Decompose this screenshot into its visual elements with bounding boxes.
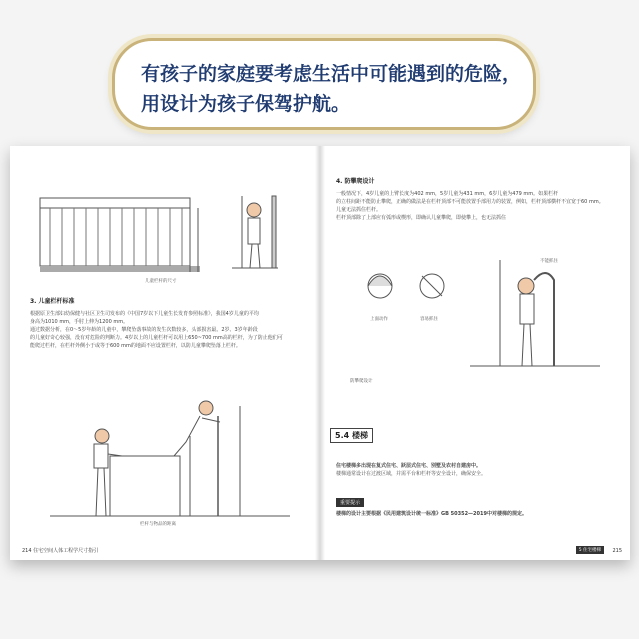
body-line: 栏杆顶部除了上部应有弧形或楔形，即确认儿童攀爬，即使攀上，也无法抓住 bbox=[336, 215, 507, 221]
body-line: 能爬过栏杆，在栏杆外侧小于或等于600 mm的地面不应设置栏杆，以防儿童攀爬坠落上栏杆。 bbox=[30, 343, 241, 349]
headline-banner bbox=[112, 38, 536, 130]
right-body-text bbox=[336, 190, 621, 222]
body-line: 的儿童好奇心较强，没有对危险的判断力。4岁以上的儿童栏杆可以用上650~700 mm高的栏杆，为了防止他们可 bbox=[30, 335, 283, 341]
body-line: 根据原卫生部妇幼保健与社区卫生司发布的《中国7岁以下儿童生长发育参照标准》，我国4岁儿童的平均 bbox=[30, 311, 259, 317]
diagram-label: 容易抓住 bbox=[420, 317, 438, 322]
right-page bbox=[320, 146, 630, 560]
left-body-text bbox=[30, 310, 310, 350]
diagram-label: 上面动作 bbox=[370, 317, 388, 322]
body-line: 一般情况下，4岁儿童的上臂长度为402 mm，5岁儿童为431 mm，6岁儿童为479 mm。如果栏杆 bbox=[336, 191, 559, 197]
book-spine bbox=[315, 146, 325, 560]
figure-caption: 防攀爬设计 bbox=[350, 379, 373, 384]
anti-climb-diagram bbox=[320, 236, 630, 386]
headline-line-1: 有孩子的家庭要考虑生活中可能遇到的危险， bbox=[141, 63, 522, 85]
notice-label: 重要提示 bbox=[336, 498, 364, 507]
body-line: 住宅楼梯多出现在复式住宅、跃层式住宅、别墅及农村自建房中。 bbox=[336, 463, 482, 469]
section-title: 楼梯 bbox=[351, 431, 368, 440]
chapter-tag: 5 住宅楼梯 bbox=[576, 546, 604, 554]
left-page bbox=[10, 146, 320, 560]
figure-1-caption: 儿童栏杆的尺寸 bbox=[145, 279, 177, 284]
section-5-4-box bbox=[330, 428, 373, 443]
railing-diagram bbox=[10, 146, 320, 296]
body-line: 身高为1010 mm，手肘上伸为1200 mm。 bbox=[30, 319, 129, 325]
headline-line-2: 用设计为孩子保驾护航。 bbox=[141, 93, 351, 115]
left-section-heading: 3. 儿童栏杆标准 bbox=[30, 298, 75, 305]
body-line: 楼梯通常设计在过渡区域，并需平台和栏杆等安全设计，确保安全。 bbox=[336, 471, 487, 477]
body-line: 的立柱间距不能防止攀爬，正确的做法是在栏杆顶部不可能放置手部用力的装置，例如，栏杆顶部横杆不宜宽于60 mm。 bbox=[336, 199, 604, 205]
body-line: 通过数据分析，在0～5岁年龄的儿童中，攀爬坠落事故的发生次数较多，头部损害最。2岁、3岁年龄段 bbox=[30, 327, 258, 333]
figure-2-caption: 栏杆与物品的距离 bbox=[140, 522, 176, 527]
climbing-diagram bbox=[10, 366, 320, 546]
right-page-number: 215 bbox=[612, 548, 622, 554]
notice-text: 楼梯的设计主要根据《民用建筑设计统一标准》GB 50352—2019中对楼梯的规定。 bbox=[336, 511, 527, 517]
body-line: 儿童无法抓住栏杆。 bbox=[336, 207, 382, 213]
right-section-heading: 4. 防攀爬设计 bbox=[336, 178, 375, 185]
left-footer: 214 住宅空间人体工程学尺寸指引 bbox=[22, 548, 99, 554]
stairs-text bbox=[336, 462, 621, 478]
open-book bbox=[10, 146, 630, 560]
section-number: 5.4 bbox=[335, 431, 350, 440]
diagram-label: 不能抓住 bbox=[540, 259, 558, 264]
